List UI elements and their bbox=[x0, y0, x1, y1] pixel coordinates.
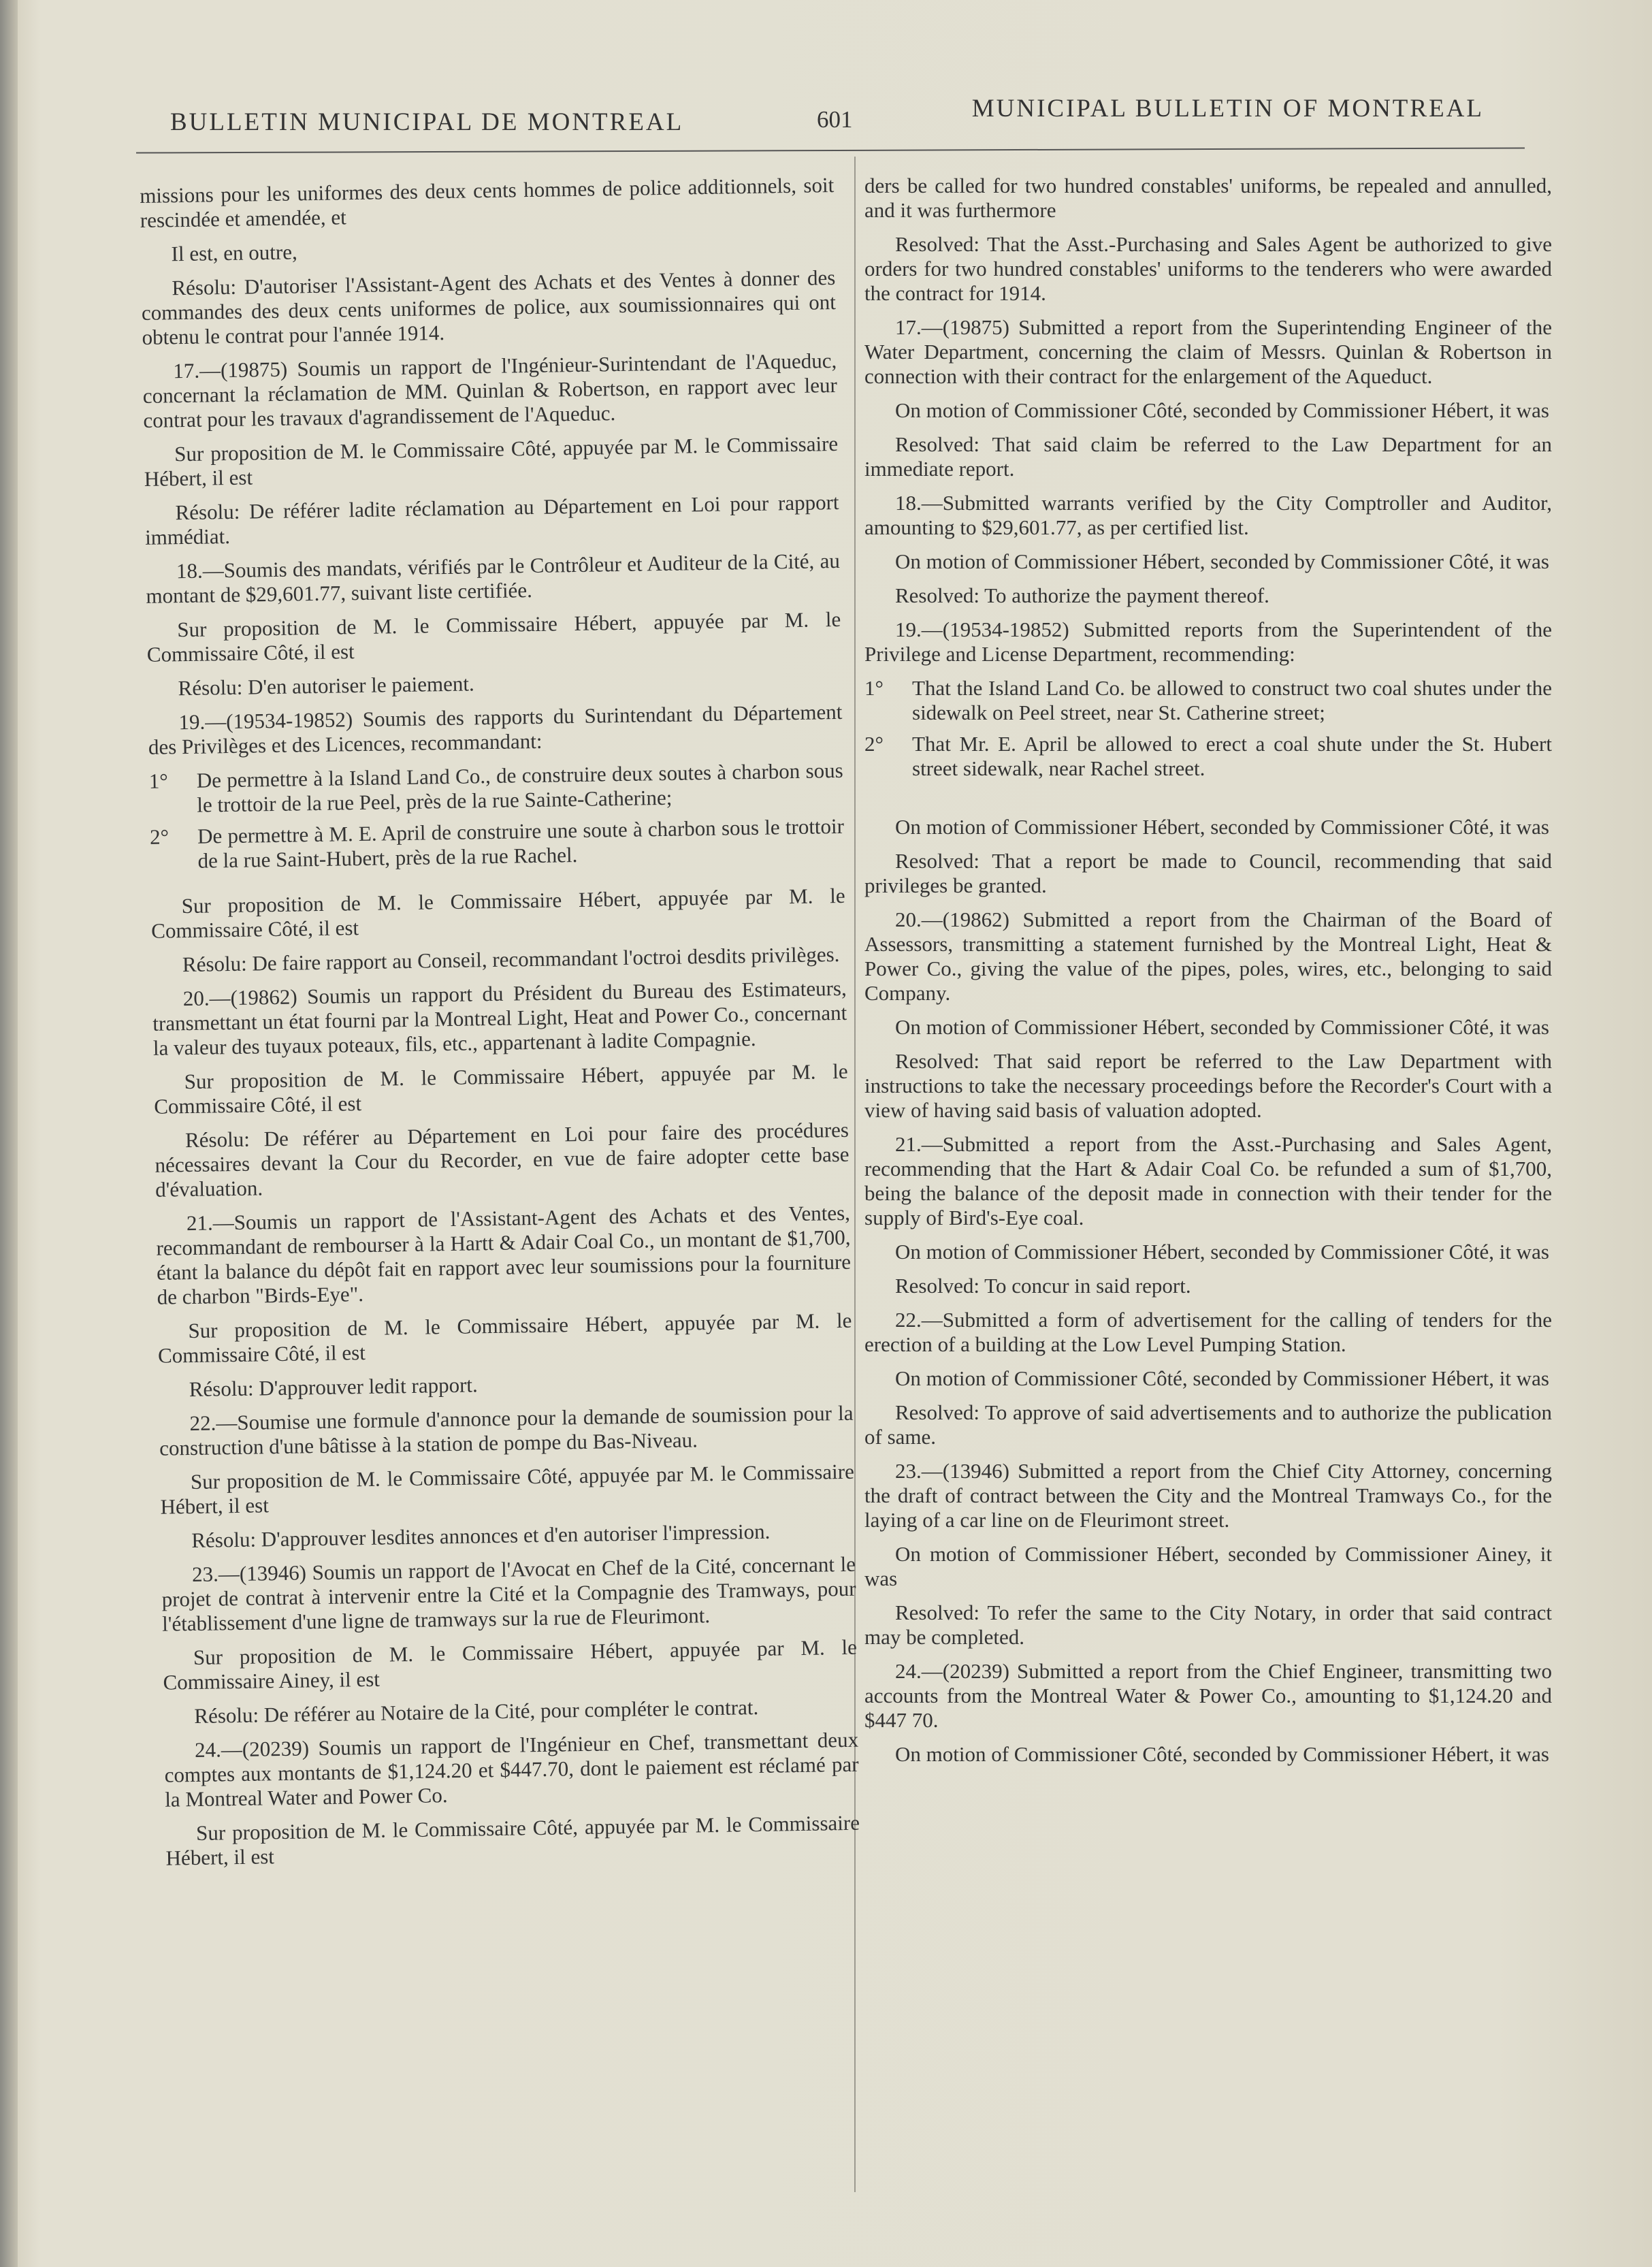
paragraph: 23.—(13946) Soumis un rapport de l'Avocat en Chef de la Cité, concernant le projet de contrat à intervenir entre la Cité et la Compagnie des Tramways, pour l'établissement d'une ligne de tramways sur la rue de Fleurimont. bbox=[161, 1551, 856, 1636]
paragraph: Sur proposition de M. le Commissaire Hébert, appuyée par M. le Commissaire Côté, il est bbox=[150, 883, 845, 943]
paragraph: Sur proposition de M. le Commissaire Hébert, appuyée par M. le Commissaire Côté, il est bbox=[157, 1308, 852, 1368]
french-column bbox=[140, 173, 860, 1880]
paragraph: missions pour les uniformes des deux cents hommes de police additionnels, soit rescindée et amendée, et bbox=[140, 172, 835, 232]
paragraph: Sur proposition de M. le Commissaire Hébert, appuyée par M. le Commissaire Côté, il est bbox=[154, 1059, 848, 1119]
paragraph: 17.—(19875) Submitted a report from the Superintending Engineer of the Water Department, concerning the claim of Messrs. Quinlan & Robertson in connection with their contract for the enlargement of the Aqueduct. bbox=[864, 315, 1552, 388]
paragraph: Sur proposition de M. le Commissaire Hébert, appuyée par M. le Commissaire Côté, il est bbox=[146, 607, 841, 666]
list-item bbox=[150, 814, 845, 874]
list-number: 2° bbox=[149, 824, 169, 849]
list-text: That Mr. E. April be allowed to erect a coal shute under the St. Hubert street sidewalk, near Rachel street. bbox=[912, 732, 1552, 780]
paragraph: On motion of Commissioner Hébert, seconded by Commissioner Côté, it was bbox=[895, 1015, 1549, 1039]
paragraph: Sur proposition de M. le Commissaire Côté, appuyée par M. le Commissaire Hébert, il est bbox=[144, 431, 839, 491]
list-number: 1° bbox=[864, 676, 884, 700]
paragraph: Resolved: To approve of said advertisements and to authorize the publication of same. bbox=[864, 1400, 1552, 1449]
paragraph: 18.—Submitted warrants verified by the City Comptroller and Auditor, amounting to $29,601.77, as per certified list. bbox=[864, 491, 1552, 539]
paragraph: Il est, en outre, bbox=[171, 240, 297, 266]
paragraph: ders be called for two hundred constables' uniforms, be repealed and annulled, and it was furthermore bbox=[864, 174, 1552, 222]
paragraph: 22.—Submitted a form of advertisement for the calling of tenders for the erection of a building at the Low Level Pumping Station. bbox=[864, 1308, 1552, 1356]
paragraph: On motion of Commissioner Côté, seconded by Commissioner Hébert, it was bbox=[895, 1366, 1549, 1390]
english-column bbox=[864, 174, 1552, 1776]
paragraph: Sur proposition de M. le Commissaire Côté, appuyée par M. le Commissaire Hébert, il est bbox=[165, 1810, 860, 1870]
paragraph: Résolu: De référer ladite réclamation au Département en Loi pour rapport immédiat. bbox=[144, 489, 839, 549]
paragraph: 19.—(19534-19852) Submitted reports from the Superintendent of the Privilege and License Department, recommending: bbox=[864, 617, 1552, 666]
paragraph: 24.—(20239) Soumis un rapport de l'Ingénieur en Chef, transmettant deux comptes aux montants de $1,124.20 et $447.70, dont le paiement est réclamé par la Montreal Water and Power Co. bbox=[164, 1727, 859, 1812]
paragraph: On motion of Commissioner Hébert, seconded by Commissioner Côté, it was bbox=[895, 1240, 1549, 1264]
page-header bbox=[170, 87, 1511, 142]
paragraph: Resolved: That said report be referred to the Law Department with instructions to take the necessary proceedings before the Recorder's Court with a view of having said basis of valuation adopted. bbox=[864, 1049, 1552, 1122]
paragraph: On motion of Commissioner Côté, seconded by Commissioner Hébert, it was bbox=[895, 1742, 1549, 1766]
page-number: 601 bbox=[817, 106, 853, 133]
paragraph: 23.—(13946) Submitted a report from the Chief City Attorney, concerning the draft of contract between the City and the Montreal Tramways Co., for the laying of a car line on de Fleurimont street. bbox=[864, 1459, 1552, 1532]
list-text: De permettre à la Island Land Co., de construire deux soutes à charbon sous le trottoir de la rue Peel, près de la rue Sainte-Catherine; bbox=[196, 758, 843, 817]
paragraph: 17.—(19875) Soumis un rapport de l'Ingénieur-Surintendant de l'Aqueduc, concernant la réclamation de MM. Quinlan & Robertson, en rapport avec leur contrat pour les travaux d'agrandissement de l'Aqueduc. bbox=[142, 348, 838, 432]
list-text: That the Island Land Co. be allowed to construct two coal shutes under the sidewalk on Peel street, near St. Catherine street; bbox=[912, 676, 1552, 724]
paragraph: Résolu: D'autoriser l'Assistant-Agent des Achats et des Ventes à donner des commandes des deux cents uniformes de police, aux soumissionnaires qui ont obtenu le contrat pour l'année 1914. bbox=[141, 265, 837, 349]
paragraph: Résolu: De faire rapport au Conseil, recommandant l'octroi desdits privilèges. bbox=[182, 942, 840, 977]
paragraph: Résolu: D'approuver lesdites annonces et d'en autoriser l'impression. bbox=[191, 1519, 771, 1553]
paragraph: Sur proposition de M. le Commissaire Côté, appuyée par M. le Commissaire Hébert, il est bbox=[160, 1459, 855, 1519]
paragraph: Resolved: To concur in said report. bbox=[895, 1274, 1191, 1298]
paragraph: 20.—(19862) Soumis un rapport du Président du Bureau des Estimateurs, transmettant un état fourni par la Montreal Light, Heat and Power Co., concernant la valeur des tuyaux poteaux, fils, etc., appartenant à ladite Compagnie. bbox=[152, 976, 847, 1060]
paragraph: Resolved: To authorize the payment thereof. bbox=[895, 583, 1269, 607]
paragraph: Résolu: D'en autoriser le paiement. bbox=[178, 671, 475, 701]
header-rule bbox=[136, 147, 1525, 153]
list-number: 2° bbox=[864, 732, 884, 756]
paragraph: Résolu: D'approuver ledit rapport. bbox=[189, 1372, 479, 1402]
paragraph: On motion of Commissioner Hébert, seconded by Commissioner Côté, it was bbox=[895, 815, 1549, 839]
paragraph: 19.—(19534-19852) Soumis des rapports du Surintendant du Département des Privilèges et des Licences, recommandant: bbox=[148, 699, 843, 759]
header-title-english: MUNICIPAL BULLETIN OF MONTREAL bbox=[971, 95, 1484, 123]
column-divider bbox=[854, 157, 856, 2192]
paragraph: 20.—(19862) Submitted a report from the Chairman of the Board of Assessors, transmitting a statement furnished by the Montreal Light, Heat & Power Co., giving the value of the pipes, poles, wires, etc., belonging to said Company. bbox=[864, 907, 1552, 1005]
paragraph: On motion of Commissioner Hébert, seconded by Commissioner Ainey, it was bbox=[864, 1542, 1552, 1590]
paragraph: Resolved: That the Asst.-Purchasing and Sales Agent be authorized to give orders for two hundred constables' uniforms to the tenderers who were awarded the contract for 1914. bbox=[864, 232, 1552, 305]
paragraph: Résolu: De référer au Notaire de la Cité, pour compléter le contrat. bbox=[194, 1694, 759, 1729]
paragraph: Resolved: To refer the same to the City Notary, in order that said contract may be completed. bbox=[864, 1601, 1552, 1649]
paragraph: 21.—Soumis un rapport de l'Assistant-Agent des Achats et des Ventes, recommandant de rembourser à la Hartt & Adair Coal Co., un montant de $1,700, étant la balance du dépôt fait en rapport avec leur soumissions pour la fourniture de charbon "Birds-Eye". bbox=[156, 1200, 852, 1309]
paragraph: 24.—(20239) Submitted a report from the Chief Engineer, transmitting two accounts from the Montreal Water & Power Co., amounting to $1,124.20 and $447 70. bbox=[864, 1659, 1552, 1732]
paragraph: Sur proposition de M. le Commissaire Hébert, appuyée par M. le Commissaire Ainey, il est bbox=[163, 1635, 858, 1694]
paragraph: Resolved: That said claim be referred to the Law Department for an immediate report. bbox=[864, 432, 1552, 481]
list-number: 1° bbox=[148, 769, 168, 793]
paragraph: 21.—Submitted a report from the Asst.-Purchasing and Sales Agent, recommending that the Hart & Adair Coal Co. be refunded a sum of $1,700, being the balance of the deposit made in connection with their tender for the supply of Bird's-Eye coal. bbox=[864, 1132, 1552, 1229]
list-item bbox=[864, 732, 1552, 781]
list-text: De permettre à M. E. April de construire une soute à charbon sous le trottoir de la rue Saint-Hubert, près de la rue Rachel. bbox=[197, 814, 845, 873]
paragraph: On motion of Commissioner Côté, seconded by Commissioner Hébert, it was bbox=[895, 398, 1549, 422]
paragraph: On motion of Commissioner Hébert, seconded by Commissioner Côté, it was bbox=[895, 549, 1549, 573]
paragraph: Résolu: De référer au Département en Loi pour faire des procédures nécessaires devant la Cour du Recorder, en vue de faire adopter cette base d'évaluation. bbox=[155, 1117, 849, 1202]
paragraph: Resolved: That a report be made to Council, recommending that said privileges be granted. bbox=[864, 849, 1552, 897]
list-item bbox=[149, 758, 844, 818]
list-item bbox=[864, 676, 1552, 725]
header-title-french: BULLETIN MUNICIPAL DE MONTREAL bbox=[170, 108, 684, 136]
paragraph: 18.—Soumis des mandats, vérifiés par le Contrôleur et Auditeur de la Cité, au montant de $29,601.77, suivant liste certifiée. bbox=[146, 548, 841, 608]
paragraph: 22.—Soumise une formule d'annonce pour la demande de soumission pour la construction d'une bâtisse à la station de pompe du Bas-Niveau. bbox=[159, 1400, 854, 1460]
